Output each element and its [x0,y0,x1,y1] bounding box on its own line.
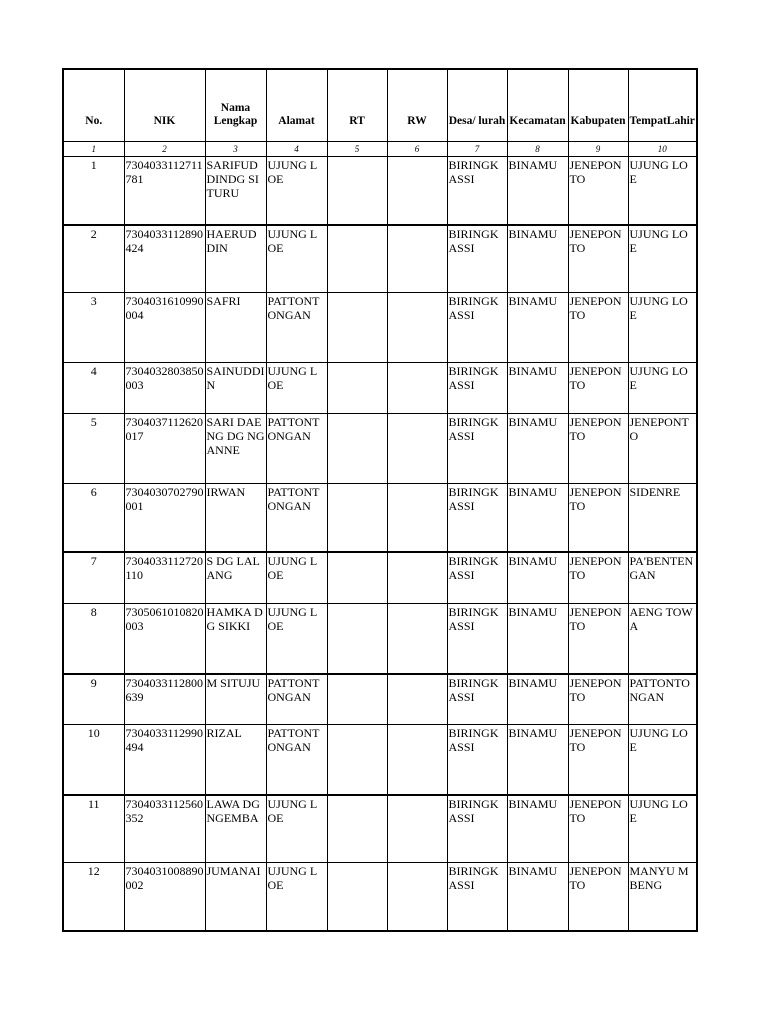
cell-desa-lurah: BIRINGKASSI [447,863,507,931]
cell-nik: 7304033112560352 [124,795,205,863]
cell-kecamatan: BINAMU [507,363,568,414]
cell-kabupaten: JENEPONTO [568,674,628,725]
header-rw: RW [387,69,447,142]
cell-nama-lengkap: SARI DAENG DG NGANNE [205,414,266,484]
cell-kecamatan: BINAMU [507,414,568,484]
cell-tempat-lahir: UJUNG LOE [628,225,697,293]
cell-nama-lengkap: SAINUDDIN [205,363,266,414]
cell-tempat-lahir: UJUNG LOE [628,157,697,225]
cell-nama-lengkap: IRWAN [205,484,266,552]
cell-rw [387,293,447,363]
column-number: 3 [205,142,266,157]
cell-desa-lurah: BIRINGKASSI [447,674,507,725]
table-row [63,795,697,863]
cell-desa-lurah: BIRINGKASSI [447,363,507,414]
cell-nik: 7304037112620017 [124,414,205,484]
cell-rw [387,604,447,674]
cell-tempat-lahir: PA'BENTENGAN [628,552,697,604]
column-number-row [63,142,697,157]
cell-alamat: PATTONTONGAN [266,293,327,363]
cell-kabupaten: JENEPONTO [568,414,628,484]
table-row [63,363,697,414]
cell-alamat: PATTONTONGAN [266,414,327,484]
cell-no: 7 [63,552,124,604]
cell-no: 6 [63,484,124,552]
cell-rt [327,863,387,931]
cell-kecamatan: BINAMU [507,863,568,931]
cell-no: 11 [63,795,124,863]
cell-rt [327,414,387,484]
table-row [63,674,697,725]
header-desa-lurah: Desa/ lurah [447,69,507,142]
table-row [63,604,697,674]
cell-alamat: UJUNG LOE [266,552,327,604]
cell-kabupaten: JENEPONTO [568,484,628,552]
cell-alamat: UJUNG LOE [266,863,327,931]
column-number: 10 [628,142,697,157]
cell-alamat: PATTONTONGAN [266,725,327,795]
cell-kecamatan: BINAMU [507,293,568,363]
table-row [63,225,697,293]
cell-nik: 7304033112800639 [124,674,205,725]
cell-alamat: UJUNG LOE [266,363,327,414]
table-row [63,293,697,363]
cell-kabupaten: JENEPONTO [568,725,628,795]
table-row [63,414,697,484]
header-nama-lengkap: Nama Lengkap [205,69,266,142]
cell-rt [327,225,387,293]
cell-alamat: PATTONTONGAN [266,484,327,552]
cell-tempat-lahir: JENEPONTO [628,414,697,484]
cell-no: 1 [63,157,124,225]
cell-tempat-lahir: AENG TOWA [628,604,697,674]
cell-kabupaten: JENEPONTO [568,863,628,931]
cell-rw [387,552,447,604]
cell-nama-lengkap: HAERUDDIN [205,225,266,293]
cell-rw [387,863,447,931]
header-rt: RT [327,69,387,142]
column-number: 5 [327,142,387,157]
cell-rw [387,414,447,484]
header-kabupaten: Kabupaten [568,69,628,142]
header-alamat: Alamat [266,69,327,142]
cell-kecamatan: BINAMU [507,795,568,863]
cell-rw [387,225,447,293]
column-number: 6 [387,142,447,157]
cell-kabupaten: JENEPONTO [568,552,628,604]
column-number: 4 [266,142,327,157]
cell-nik: 7304032803850003 [124,363,205,414]
table-row [63,484,697,552]
cell-kecamatan: BINAMU [507,674,568,725]
cell-alamat: UJUNG LOE [266,225,327,293]
cell-no: 5 [63,414,124,484]
cell-rt [327,363,387,414]
header-nik: NIK [124,69,205,142]
cell-rt [327,552,387,604]
cell-rt [327,604,387,674]
cell-rt [327,725,387,795]
table-row [63,863,697,931]
cell-kabupaten: JENEPONTO [568,157,628,225]
cell-no: 10 [63,725,124,795]
cell-nama-lengkap: RIZAL [205,725,266,795]
table-row [63,725,697,795]
cell-kabupaten: JENEPONTO [568,225,628,293]
cell-kabupaten: JENEPONTO [568,604,628,674]
cell-rw [387,674,447,725]
cell-nik: 7304031008890002 [124,863,205,931]
header-kecamatan: Kecamatan [507,69,568,142]
cell-nama-lengkap: HAMKA DG SIKKI [205,604,266,674]
cell-desa-lurah: BIRINGKASSI [447,484,507,552]
cell-nik: 7304031610990004 [124,293,205,363]
cell-nik: 7304030702790001 [124,484,205,552]
cell-rt [327,293,387,363]
header-row [63,69,697,142]
cell-rw [387,157,447,225]
cell-desa-lurah: BIRINGKASSI [447,157,507,225]
cell-kecamatan: BINAMU [507,225,568,293]
cell-no: 3 [63,293,124,363]
cell-alamat: UJUNG LOE [266,795,327,863]
cell-kabupaten: JENEPONTO [568,363,628,414]
header-tempat-lahir: TempatLahir [628,69,697,142]
cell-kecamatan: BINAMU [507,725,568,795]
table-row [63,157,697,225]
cell-tempat-lahir: MANYU MBENG [628,863,697,931]
cell-rw [387,795,447,863]
cell-kecamatan: BINAMU [507,484,568,552]
cell-nama-lengkap: JUMANAI [205,863,266,931]
cell-desa-lurah: BIRINGKASSI [447,725,507,795]
cell-tempat-lahir: SIDENRE [628,484,697,552]
cell-alamat: UJUNG LOE [266,604,327,674]
header-no: No. [63,69,124,142]
cell-rw [387,725,447,795]
column-number: 8 [507,142,568,157]
table-row [63,552,697,604]
resident-data-table [62,68,698,932]
cell-nama-lengkap: LAWA DG NGEMBA [205,795,266,863]
cell-tempat-lahir: PATTONTONGAN [628,674,697,725]
cell-desa-lurah: BIRINGKASSI [447,293,507,363]
column-number: 2 [124,142,205,157]
cell-rw [387,484,447,552]
cell-kabupaten: JENEPONTO [568,795,628,863]
cell-no: 8 [63,604,124,674]
cell-rt [327,484,387,552]
cell-no: 9 [63,674,124,725]
cell-rt [327,674,387,725]
cell-rt [327,157,387,225]
cell-rt [327,795,387,863]
cell-nik: 7304033112990494 [124,725,205,795]
column-number: 1 [63,142,124,157]
cell-alamat: PATTONTONGAN [266,674,327,725]
cell-nik: 7305061010820003 [124,604,205,674]
cell-nik: 7304033112890424 [124,225,205,293]
cell-kecamatan: BINAMU [507,157,568,225]
cell-no: 2 [63,225,124,293]
column-number: 7 [447,142,507,157]
cell-nama-lengkap: SARIFUDDINDG SITURU [205,157,266,225]
cell-tempat-lahir: UJUNG LOE [628,795,697,863]
cell-no: 12 [63,863,124,931]
cell-no: 4 [63,363,124,414]
cell-rw [387,363,447,414]
cell-desa-lurah: BIRINGKASSI [447,604,507,674]
cell-desa-lurah: BIRINGKASSI [447,795,507,863]
cell-nik: 7304033112720110 [124,552,205,604]
column-number: 9 [568,142,628,157]
cell-kecamatan: BINAMU [507,552,568,604]
cell-desa-lurah: BIRINGKASSI [447,414,507,484]
cell-kecamatan: BINAMU [507,604,568,674]
cell-nik: 7304033112711781 [124,157,205,225]
cell-nama-lengkap: S DG LALANG [205,552,266,604]
cell-desa-lurah: BIRINGKASSI [447,225,507,293]
cell-tempat-lahir: UJUNG LOE [628,363,697,414]
cell-nama-lengkap: SAFRI [205,293,266,363]
cell-nama-lengkap: M SITUJU [205,674,266,725]
cell-desa-lurah: BIRINGKASSI [447,552,507,604]
cell-tempat-lahir: UJUNG LOE [628,293,697,363]
cell-tempat-lahir: UJUNG LOE [628,725,697,795]
cell-alamat: UJUNG LOE [266,157,327,225]
cell-kabupaten: JENEPONTO [568,293,628,363]
